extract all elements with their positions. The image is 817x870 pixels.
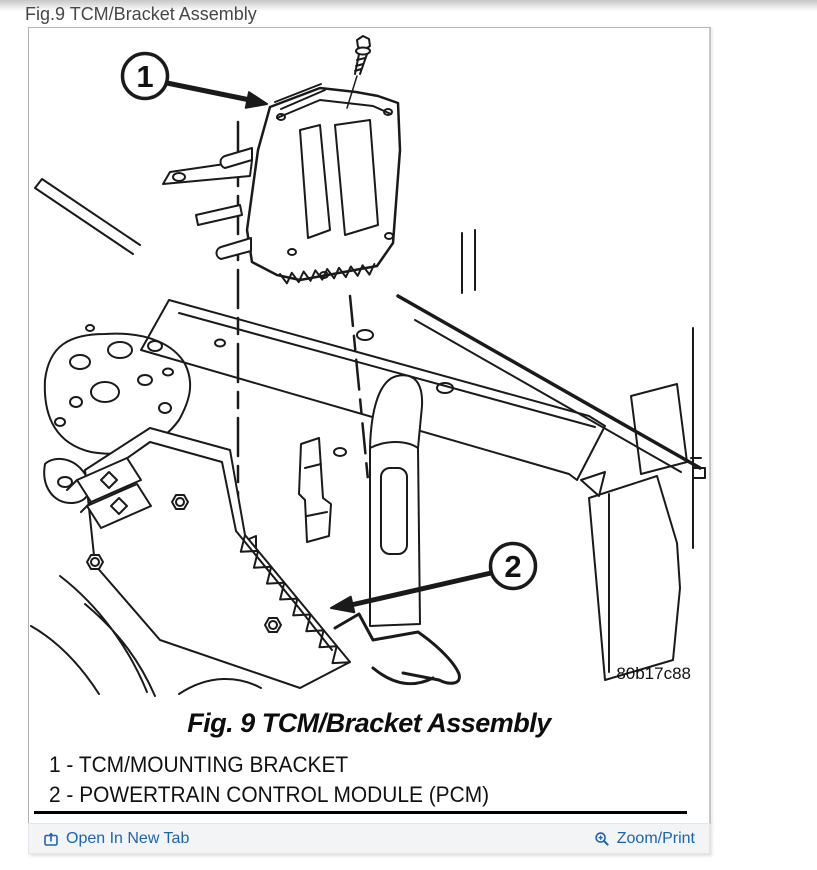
divider-rule	[34, 811, 687, 814]
legend-item-1: 1 - TCM/MOUNTING BRACKET	[49, 752, 349, 777]
figure-panel	[28, 27, 711, 824]
open-in-new-tab-icon	[43, 831, 59, 847]
page-title: Fig.9 TCM/Bracket Assembly	[25, 4, 257, 24]
zoom-magnifier-icon	[594, 831, 610, 847]
figure-code-label: 80b17c88	[616, 664, 691, 683]
figure-toolbar	[28, 823, 710, 854]
zoom-print-link[interactable]	[594, 830, 695, 848]
legend-item-2: 2 - POWERTRAIN CONTROL MODULE (PCM)	[49, 782, 490, 807]
figure-caption: Fig. 9 TCM/Bracket Assembly	[187, 708, 551, 738]
callout-1-number: 1	[136, 59, 154, 94]
zoom-print-label: Zoom/Print	[616, 829, 695, 847]
callout-2-number: 2	[504, 549, 522, 584]
assembly-diagram	[29, 28, 709, 822]
tcm-bracket	[163, 84, 400, 283]
open-in-new-tab-link[interactable]	[43, 830, 189, 848]
figure-legend	[49, 750, 512, 810]
open-in-new-tab-label: Open In New Tab	[66, 829, 190, 847]
